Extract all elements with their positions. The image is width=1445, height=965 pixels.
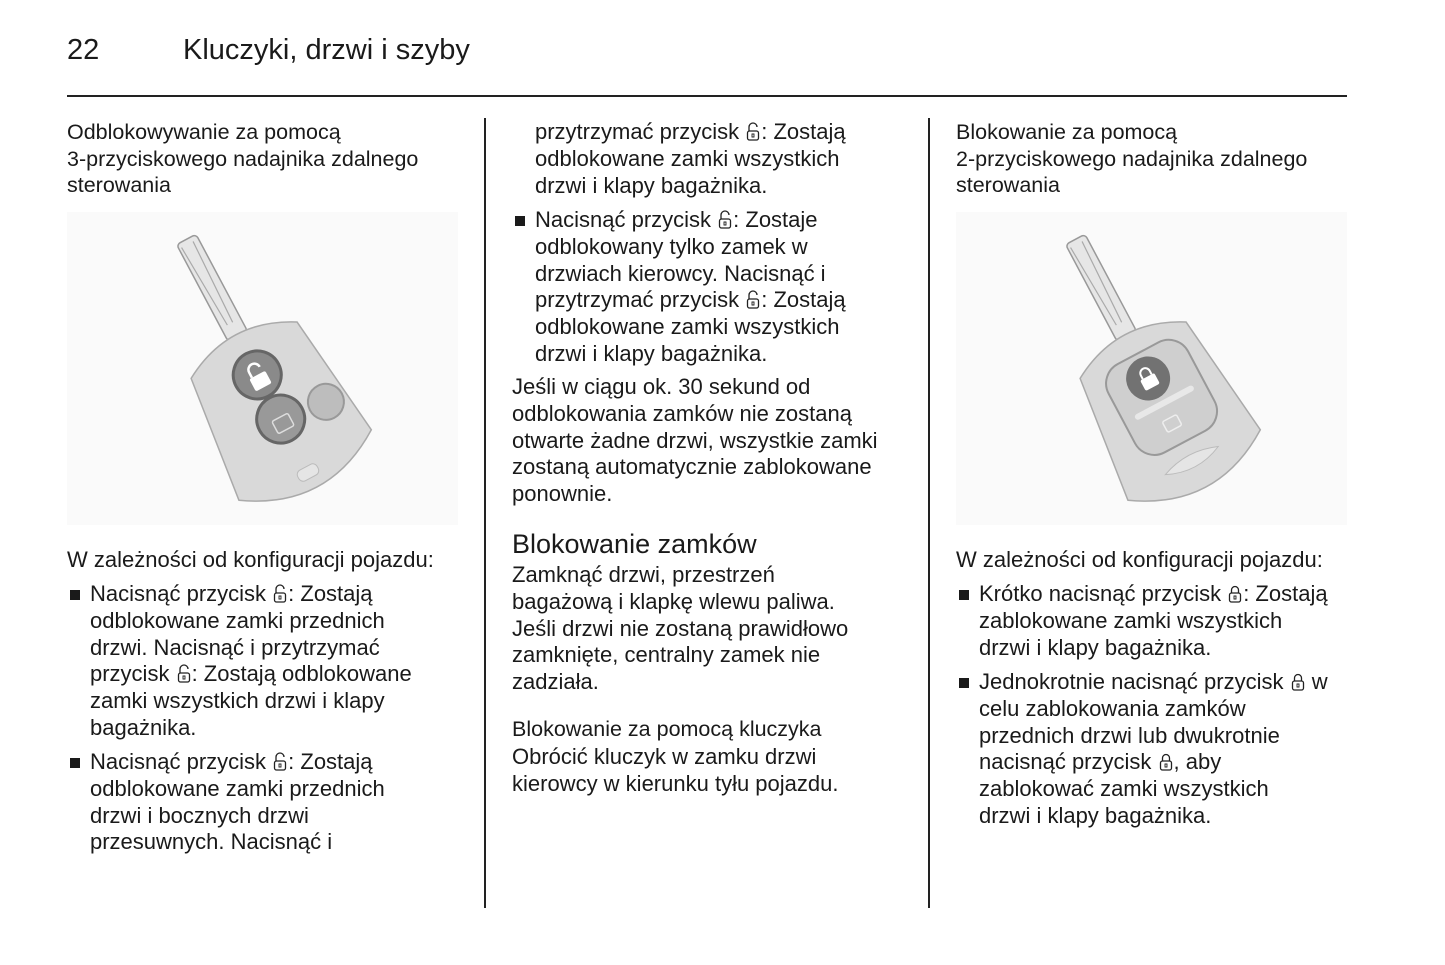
text: odblokowany tylko zamek w bbox=[535, 233, 808, 259]
text-line bbox=[68, 688, 412, 715]
text-line bbox=[957, 669, 1328, 696]
text-line bbox=[67, 172, 418, 199]
text-line bbox=[535, 173, 846, 200]
text-line bbox=[68, 715, 412, 742]
text-line bbox=[512, 528, 757, 560]
text: Jeśli w ciągu ok. 30 sekund od bbox=[512, 374, 811, 399]
text: drzwi i klapy bagażnika. bbox=[535, 340, 768, 366]
text-line bbox=[512, 669, 848, 696]
paragraph bbox=[67, 547, 434, 574]
text: Zamknąć drzwi, przestrzeń bbox=[512, 562, 775, 587]
section-heading bbox=[512, 716, 822, 743]
bullet-marker bbox=[959, 590, 969, 600]
text-line bbox=[67, 119, 418, 146]
text: przytrzymać przycisk bbox=[535, 119, 746, 144]
unlock-icon bbox=[176, 661, 192, 686]
text-line bbox=[512, 642, 848, 669]
text-line bbox=[512, 454, 878, 481]
text: sterowania bbox=[67, 173, 171, 198]
text: : Zostają bbox=[1243, 581, 1328, 606]
text-line bbox=[68, 661, 412, 688]
section-heading bbox=[67, 119, 418, 199]
text: otwarte żadne drzwi, wszystkie zamki bbox=[512, 427, 878, 453]
text-line bbox=[68, 749, 385, 776]
text-line bbox=[957, 723, 1328, 750]
text-line bbox=[513, 261, 846, 288]
text-line bbox=[68, 635, 412, 662]
unlock-icon bbox=[745, 119, 761, 144]
bullet-item bbox=[68, 581, 412, 742]
text: odblokowania zamków nie zostaną bbox=[512, 400, 852, 426]
text: zamknięte, centralny zamek nie bbox=[512, 642, 821, 668]
unlock-icon bbox=[717, 207, 733, 232]
two-button-key-fob-image bbox=[956, 212, 1347, 525]
bullet-marker bbox=[515, 216, 525, 226]
header-divider bbox=[67, 95, 1347, 97]
text: drzwi i bocznych drzwi bbox=[90, 802, 309, 828]
section-heading bbox=[956, 119, 1307, 199]
text: drzwi i klapy bagażnika. bbox=[535, 172, 768, 198]
text: W zależności od konfiguracji pojazdu: bbox=[956, 547, 1323, 572]
text-line bbox=[512, 374, 878, 401]
text-line bbox=[512, 616, 848, 643]
text: bagażową i klapkę wlewu paliwa. bbox=[512, 588, 835, 614]
bullet-item bbox=[957, 581, 1328, 661]
text-line bbox=[512, 428, 878, 455]
text-line bbox=[957, 749, 1328, 776]
text-line bbox=[512, 771, 838, 798]
text: zadziała. bbox=[512, 669, 599, 695]
text: Blokowanie za pomocą kluczyka bbox=[512, 717, 822, 741]
column-divider-2 bbox=[928, 118, 930, 908]
text: , aby bbox=[1173, 749, 1222, 775]
text-line bbox=[68, 776, 385, 803]
text-line bbox=[513, 207, 846, 234]
text-line bbox=[68, 803, 385, 830]
text: : Zostaje bbox=[733, 207, 818, 232]
text-line bbox=[513, 341, 846, 368]
bullet-marker bbox=[70, 758, 80, 768]
three-button-key-fob-image bbox=[67, 212, 458, 525]
text: nacisnąć przycisk bbox=[979, 749, 1158, 775]
text: Krótko nacisnąć przycisk bbox=[979, 581, 1228, 606]
text-line bbox=[512, 481, 878, 508]
text: : Zostają bbox=[761, 119, 846, 144]
bullet-marker bbox=[959, 678, 969, 688]
text-line bbox=[512, 401, 878, 428]
text: celu zablokowania zamków bbox=[979, 695, 1246, 721]
text-line bbox=[512, 744, 838, 771]
text: zostaną automatycznie zablokowane bbox=[512, 454, 872, 480]
text: drzwi i klapy bagażnika. bbox=[979, 802, 1212, 828]
text: Obrócić kluczyk w zamku drzwi bbox=[512, 744, 817, 769]
text-line bbox=[956, 146, 1307, 173]
text: Nacisnąć przycisk bbox=[90, 749, 273, 774]
text: zablokowane zamki wszystkich bbox=[979, 607, 1283, 633]
text: drzwi i klapy bagażnika. bbox=[979, 634, 1212, 660]
text: przednich drzwi lub dwukrotnie bbox=[979, 722, 1280, 748]
text: 2-przyciskowego nadajnika zdalnego bbox=[956, 146, 1308, 171]
text-line bbox=[67, 146, 418, 173]
text: ponownie. bbox=[512, 481, 613, 507]
text: : Zostają bbox=[761, 287, 846, 313]
text-line bbox=[68, 829, 385, 856]
text-line bbox=[535, 146, 846, 173]
text: : Zostają bbox=[288, 581, 373, 606]
column-divider-1 bbox=[484, 118, 486, 908]
text: bagażnika. bbox=[90, 714, 197, 740]
text-line bbox=[68, 581, 412, 608]
text-line bbox=[957, 803, 1328, 830]
text-line bbox=[67, 547, 434, 574]
text: W zależności od konfiguracji pojazdu: bbox=[67, 547, 434, 572]
text-line bbox=[957, 608, 1328, 635]
text: drzwiach kierowcy. Nacisnąć i bbox=[535, 260, 826, 286]
text: Blokowanie zamków bbox=[512, 529, 757, 559]
paragraph bbox=[535, 119, 846, 199]
text: Odblokowywanie za pomocą bbox=[67, 120, 341, 144]
lock-icon bbox=[1227, 581, 1243, 606]
page-number: 22 bbox=[67, 34, 100, 66]
section-heading bbox=[512, 528, 757, 560]
text-line bbox=[512, 562, 848, 589]
text-line bbox=[512, 589, 848, 616]
unlock-icon bbox=[272, 581, 288, 606]
paragraph bbox=[512, 562, 848, 696]
text: przesuwnych. Nacisnąć i bbox=[90, 829, 333, 855]
text: kierowcy w kierunku tyłu pojazdu. bbox=[512, 770, 839, 796]
bullet-item bbox=[513, 207, 846, 368]
text: : Zostają bbox=[288, 749, 373, 774]
text: Nacisnąć przycisk bbox=[90, 581, 273, 606]
lock-icon bbox=[1290, 669, 1306, 694]
text-line bbox=[957, 581, 1328, 608]
text-line bbox=[956, 119, 1307, 146]
text: Jeśli drzwi nie zostaną prawidłowo bbox=[512, 615, 849, 641]
paragraph bbox=[956, 547, 1323, 574]
text: Jednokrotnie nacisnąć przycisk bbox=[979, 669, 1290, 694]
text-line bbox=[956, 547, 1323, 574]
text-line bbox=[513, 314, 846, 341]
bullet-marker bbox=[70, 590, 80, 600]
text: odblokowane zamki przednich bbox=[90, 775, 385, 801]
text-line bbox=[513, 234, 846, 261]
text: w bbox=[1305, 669, 1328, 694]
bullet-item bbox=[957, 669, 1328, 830]
text: przycisk bbox=[90, 661, 176, 687]
page-title: Kluczyki, drzwi i szyby bbox=[183, 34, 470, 66]
text: zablokować zamki wszystkich bbox=[979, 776, 1269, 802]
text: przytrzymać przycisk bbox=[535, 287, 746, 313]
text-line bbox=[957, 696, 1328, 723]
unlock-icon bbox=[272, 749, 288, 774]
text: 3-przyciskowego nadajnika zdalnego bbox=[67, 146, 419, 171]
text: Nacisnąć przycisk bbox=[535, 207, 718, 232]
text: Blokowanie za pomocą bbox=[956, 120, 1178, 144]
text: odblokowane zamki przednich bbox=[90, 607, 385, 633]
text: sterowania bbox=[956, 173, 1060, 198]
text: drzwi. Nacisnąć i przytrzymać bbox=[90, 634, 380, 660]
text: odblokowane zamki wszystkich bbox=[535, 314, 840, 340]
text: odblokowane zamki wszystkich bbox=[535, 145, 840, 171]
text: : Zostają odblokowane bbox=[191, 661, 412, 687]
paragraph bbox=[512, 374, 878, 508]
text-line bbox=[956, 172, 1307, 199]
text-line bbox=[957, 635, 1328, 662]
text-line bbox=[512, 716, 822, 743]
text-line bbox=[957, 776, 1328, 803]
bullet-item bbox=[68, 749, 385, 856]
lock-icon bbox=[1158, 749, 1174, 774]
text-line bbox=[535, 119, 846, 146]
text-line bbox=[68, 608, 412, 635]
paragraph bbox=[512, 744, 838, 798]
text: zamki wszystkich drzwi i klapy bbox=[90, 688, 385, 714]
text-line bbox=[513, 287, 846, 314]
unlock-icon bbox=[745, 287, 761, 312]
